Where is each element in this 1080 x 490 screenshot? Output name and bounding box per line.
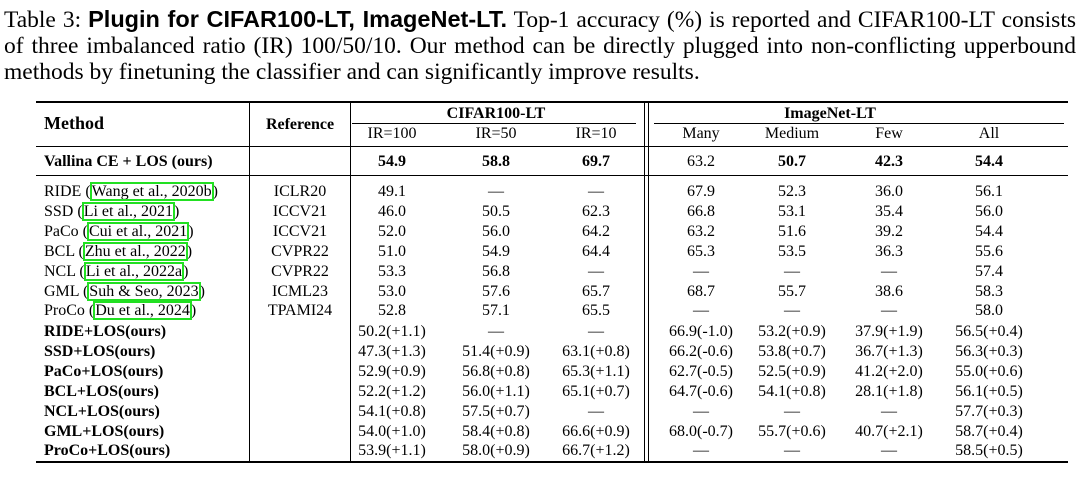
- method-label: NCL (: [44, 262, 85, 280]
- caption-body: Top-1 accuracy (%) is reported and CIFAR100-LT consists of three imbalanced ratio (IR) 100/50/10. Our method can be directly plugged into non-conflicting upperbound methods by finetuning the classifier and can significantly improve results.: [4, 7, 1077, 85]
- table-cell: —: [693, 402, 709, 420]
- table-cell: —: [588, 262, 604, 280]
- citation-close-paren: ): [212, 183, 218, 200]
- imagenet-group-rule: [654, 123, 1064, 124]
- baseline-method: Vallina CE + LOS (ours): [44, 153, 213, 170]
- method-label: BCL (: [44, 242, 84, 260]
- table-cell: 63.2: [687, 222, 715, 240]
- reference-cell: ICLR20: [273, 183, 327, 200]
- table-cell: 37.9(+1.9): [855, 323, 923, 340]
- table-cell: —: [881, 302, 897, 320]
- table-cell: —: [881, 442, 897, 460]
- top-rule: [36, 101, 1068, 103]
- table-cell: 56.5(+0.4): [955, 323, 1023, 340]
- column-header: All: [978, 125, 1000, 142]
- table-cell: —: [693, 262, 709, 280]
- table-cell: 57.1: [482, 302, 510, 320]
- table-cell: 66.7(+1.2): [562, 442, 630, 460]
- baseline-value: 54.9: [378, 153, 406, 170]
- table-cell: 49.1: [378, 183, 406, 200]
- table-cell: —: [488, 323, 504, 340]
- column-header: IR=100: [367, 125, 417, 142]
- table-cell: 58.0: [975, 302, 1003, 320]
- table-cell: 62.7(-0.5): [669, 362, 733, 380]
- ref-cifar-separator: [350, 102, 351, 461]
- table-cell: —: [784, 402, 800, 420]
- column-header: IR=50: [475, 125, 517, 142]
- table-cell: 52.5(+0.9): [758, 362, 826, 380]
- table-cell: 36.3: [875, 242, 903, 260]
- citation-link[interactable]: Li et al., 2022a: [85, 262, 183, 280]
- reference-cell: CVPR22: [271, 262, 329, 280]
- header-reference: Reference: [265, 116, 335, 133]
- table-cell: 65.3: [687, 242, 715, 260]
- table-cell: 52.3: [778, 183, 806, 200]
- baseline-value: 58.8: [482, 153, 510, 170]
- method-label: ProCo (: [44, 302, 95, 320]
- bottom-rule: [36, 461, 1068, 463]
- table-cell: 64.2: [582, 222, 610, 240]
- table-cell: 50.5: [482, 202, 510, 220]
- table-cell: 55.0(+0.6): [955, 362, 1023, 380]
- table-cell: 64.7(-0.6): [669, 382, 733, 400]
- table-cell: 51.4(+0.9): [462, 342, 530, 360]
- citation-close-paren: ): [190, 302, 197, 320]
- table-cell: 56.8: [482, 262, 510, 280]
- method-name: [44, 283, 205, 301]
- table-cell: 65.1(+0.7): [562, 382, 630, 400]
- table-cell: 57.7(+0.3): [955, 402, 1023, 420]
- table-cell: 47.3(+1.3): [358, 342, 426, 360]
- cifar-group-rule: [352, 123, 636, 124]
- caption-title: Plugin for CIFAR100-LT, ImageNet-LT.: [88, 6, 508, 32]
- table-cell: 53.3: [378, 262, 406, 280]
- table-cell: 54.9: [482, 242, 510, 260]
- table-cell: 40.7(+2.1): [855, 422, 923, 440]
- table-cell: 28.1(+1.8): [855, 382, 923, 400]
- table-cell: —: [881, 262, 897, 280]
- table-cell: 57.4: [975, 262, 1003, 280]
- table-cell: 58.3: [975, 282, 1003, 300]
- table-cell: 54.0(+1.0): [358, 422, 426, 440]
- ours-method-name: SSD+LOS(ours): [44, 342, 156, 360]
- table-cell: 53.9(+1.1): [358, 442, 426, 460]
- table-cell: 52.9(+0.9): [358, 362, 426, 380]
- table-cell: 66.6(+0.9): [562, 422, 630, 440]
- caption-label: Table 3:: [4, 7, 82, 33]
- table-cell: 52.0: [378, 222, 406, 240]
- table-cell: 56.1(+0.5): [955, 382, 1023, 400]
- table-cell: —: [881, 402, 897, 420]
- header-group-cifar: CIFAR100-LT: [446, 105, 546, 122]
- method-name: [44, 203, 179, 221]
- table-cell: 64.4: [582, 242, 610, 260]
- table-cell: 36.7(+1.3): [855, 342, 923, 360]
- table-cell: 46.0: [378, 202, 406, 220]
- header-rule: [36, 146, 1068, 147]
- method-name: [44, 302, 196, 320]
- table-cell: 53.1: [778, 202, 806, 220]
- table-cell: 58.5(+0.5): [955, 442, 1023, 460]
- table-cell: 57.5(+0.7): [462, 402, 530, 420]
- table-cell: —: [784, 262, 800, 280]
- table-cell: 53.8(+0.7): [758, 342, 826, 360]
- method-name: [44, 243, 192, 261]
- column-header: Medium: [764, 125, 820, 142]
- method-label: PaCo (: [44, 222, 88, 240]
- column-header: IR=10: [575, 125, 617, 142]
- citation-link[interactable]: Li et al., 2021: [83, 202, 173, 220]
- method-name: [44, 263, 188, 281]
- method-label: RIDE (: [44, 183, 91, 200]
- ours-method-name: ProCo+LOS(ours): [44, 442, 171, 460]
- table-cell: 55.7(+0.6): [758, 422, 826, 440]
- table-cell: —: [784, 442, 800, 460]
- table-cell: 58.0(+0.9): [462, 442, 530, 460]
- baseline-value: 42.3: [875, 153, 903, 170]
- table-cell: 54.1(+0.8): [758, 382, 826, 400]
- table-cell: 63.1(+0.8): [562, 342, 630, 360]
- citation-link[interactable]: Du et al., 2024: [95, 302, 190, 320]
- baseline-rule: [36, 175, 1068, 176]
- table-cell: 65.3(+1.1): [562, 362, 630, 380]
- reference-cell: ICCV21: [272, 202, 328, 220]
- citation-link[interactable]: Suh & Seo, 2023: [89, 282, 199, 300]
- table-cell: 52.2(+1.2): [358, 382, 426, 400]
- table-cell: 39.2: [875, 222, 903, 240]
- table-cell: 66.9(-1.0): [669, 323, 733, 340]
- table-cell: 68.7: [687, 282, 715, 300]
- table-cell: 56.0: [975, 202, 1003, 220]
- ours-method-name: BCL+LOS(ours): [44, 382, 159, 400]
- citation-close-paren: ): [186, 242, 193, 260]
- table-cell: 38.6: [875, 282, 903, 300]
- table-cell: 65.7: [582, 282, 610, 300]
- table-cell: —: [693, 302, 709, 320]
- table-cell: 68.0(-0.7): [669, 422, 733, 440]
- citation-close-paren: ): [199, 282, 205, 300]
- column-header: Few: [875, 125, 903, 142]
- table-cell: 55.7: [778, 282, 806, 300]
- table-cell: 53.0: [378, 282, 406, 300]
- citation-link[interactable]: Zhu et al., 2022: [84, 242, 186, 260]
- baseline-value: 63.2: [687, 153, 715, 170]
- table-cell: —: [588, 402, 604, 420]
- citation-close-paren: ): [188, 222, 194, 240]
- method-name: [44, 183, 218, 201]
- table-cell: 56.8(+0.8): [462, 362, 530, 380]
- citation-link[interactable]: Cui et al., 2021: [89, 222, 188, 240]
- reference-cell: TPAMI24: [267, 302, 333, 320]
- table-cell: 50.2(+1.1): [358, 323, 426, 340]
- citation-link[interactable]: Wang et al., 2020b: [91, 183, 212, 200]
- table-cell: 36.0: [875, 183, 903, 200]
- table-cell: 56.0(+1.1): [462, 382, 530, 400]
- table-cell: 54.1(+0.8): [358, 402, 426, 420]
- ours-method-name: PaCo+LOS(ours): [44, 362, 164, 380]
- baseline-value: 69.7: [582, 153, 610, 170]
- reference-cell: CVPR22: [271, 242, 329, 260]
- table-cell: 51.6: [778, 222, 806, 240]
- header-group-imagenet: ImageNet-LT: [784, 105, 876, 122]
- table-cell: —: [588, 323, 604, 340]
- ours-method-name: NCL+LOS(ours): [44, 402, 160, 420]
- method-label: SSD (: [44, 202, 83, 220]
- column-header: Many: [682, 125, 720, 142]
- table-cell: 66.2(-0.6): [669, 342, 733, 360]
- table-cell: 55.6: [975, 242, 1003, 260]
- citation-close-paren: ): [183, 262, 189, 280]
- table-cell: 51.0: [378, 242, 406, 260]
- table-cell: 56.0: [482, 222, 510, 240]
- cifar-imagenet-separator-a: [644, 102, 645, 461]
- table-cell: 56.1: [975, 183, 1003, 200]
- table-cell: 57.6: [482, 282, 510, 300]
- method-label: GML (: [44, 282, 89, 300]
- table-cell: 53.5: [778, 242, 806, 260]
- baseline-value: 50.7: [778, 153, 806, 170]
- table-cell: 58.4(+0.8): [462, 422, 530, 440]
- table-cell: —: [588, 183, 604, 200]
- table-cell: 35.4: [875, 202, 903, 220]
- reference-cell: ICML23: [272, 282, 328, 300]
- header-method: Method: [44, 113, 104, 133]
- table-cell: 41.2(+2.0): [855, 362, 923, 380]
- reference-cell: ICCV21: [272, 222, 328, 240]
- citation-close-paren: ): [174, 202, 180, 220]
- table-cell: —: [784, 302, 800, 320]
- table-cell: 66.8: [687, 202, 715, 220]
- table-cell: 67.9: [687, 183, 715, 200]
- table-cell: 65.5: [582, 302, 610, 320]
- table-cell: 58.7(+0.4): [955, 422, 1023, 440]
- table-cell: —: [488, 183, 504, 200]
- table-cell: 54.4: [975, 222, 1003, 240]
- table-cell: 53.2(+0.9): [758, 323, 826, 340]
- cifar-imagenet-separator-b: [648, 102, 649, 461]
- ours-method-name: RIDE+LOS(ours): [44, 323, 167, 340]
- table-cell: 52.8: [378, 302, 406, 320]
- method-name: [44, 223, 194, 241]
- table-cell: —: [693, 442, 709, 460]
- method-ref-separator: [249, 102, 250, 461]
- ours-method-name: GML+LOS(ours): [44, 422, 165, 440]
- table-cell: 62.3: [582, 202, 610, 220]
- baseline-value: 54.4: [975, 153, 1003, 170]
- table-cell: 56.3(+0.3): [955, 342, 1023, 360]
